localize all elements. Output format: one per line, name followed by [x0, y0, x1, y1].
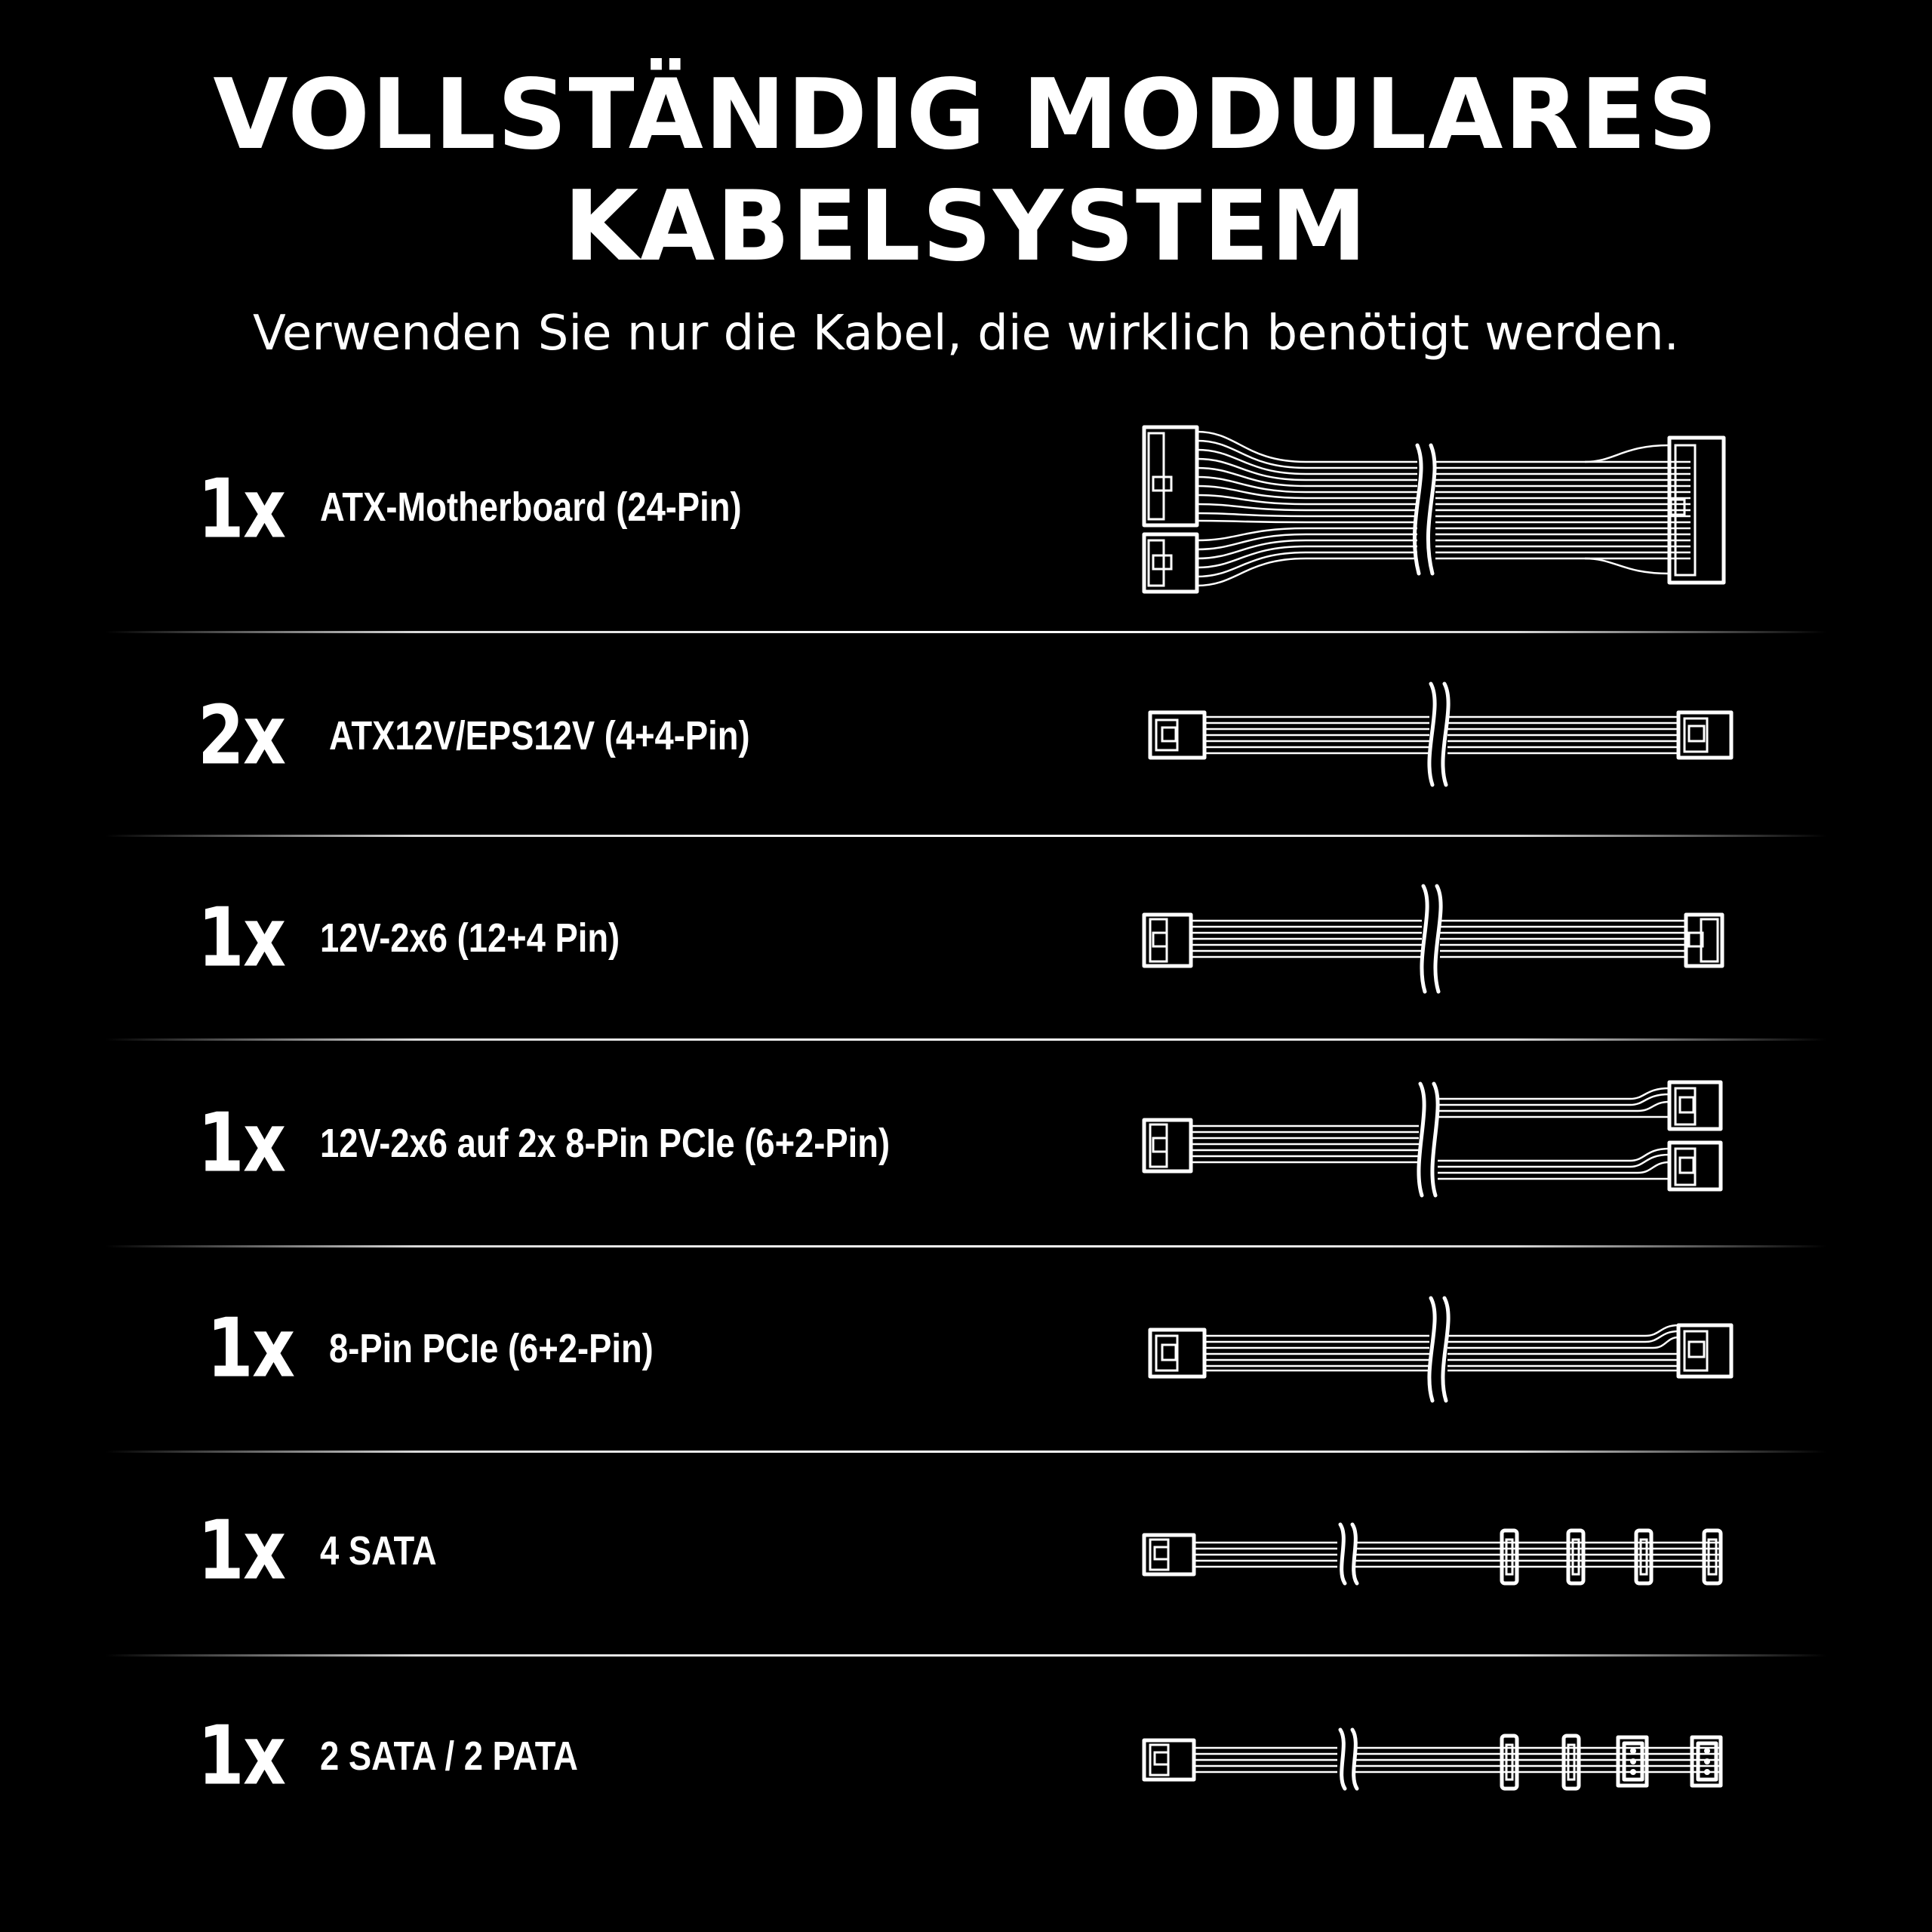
- cable-label: 2 SATA / 2 PATA: [320, 1734, 578, 1779]
- cable-quantity: 1x: [198, 462, 285, 557]
- cable-label: ATX-Motherboard (24-Pin): [320, 485, 742, 530]
- cable-label: 8-Pin PCIe (6+2-Pin): [329, 1326, 654, 1371]
- cable-row-atx: [0, 408, 1932, 611]
- page-subtitle: Verwenden Sie nur die Kabel, die wirklich benötigt werden.: [253, 306, 1679, 361]
- cable-quantity: 1x: [198, 1096, 285, 1191]
- pcie-8pin-cable-icon: [1132, 1247, 1751, 1451]
- atx-24pin-cable-icon: [1132, 408, 1736, 611]
- row-divider: [106, 1038, 1826, 1041]
- cable-row-12v-2x6: [0, 836, 1932, 1040]
- cable-label: 12V-2x6 auf 2x 8-Pin PCIe (6+2-Pin): [320, 1121, 891, 1166]
- page-title-line2: KABELSYSTEM: [564, 171, 1368, 283]
- cable-quantity: 2x: [198, 688, 285, 783]
- cable-quantity: 1x: [198, 1503, 285, 1598]
- 12v-2x6-cable-icon: [1132, 836, 1751, 1040]
- cable-row-sata: [0, 1449, 1932, 1653]
- cable-quantity: 1x: [198, 891, 285, 986]
- cable-quantity: 1x: [198, 1709, 285, 1804]
- page-title-line1: VOLLSTÄNDIG MODULARES: [213, 59, 1719, 171]
- eps-cable-icon: [1132, 634, 1751, 838]
- sata-pata-cable-icon: [1132, 1654, 1751, 1858]
- row-divider: [106, 631, 1826, 633]
- cable-label: 4 SATA: [320, 1528, 437, 1574]
- cable-row-pcie: [0, 1247, 1932, 1451]
- cable-label: 12V-2x6 (12+4 Pin): [320, 915, 620, 961]
- sata-cable-icon: [1132, 1449, 1751, 1653]
- cable-label: ATX12V/EPS12V (4+4-Pin): [329, 713, 750, 758]
- 12v-2x6-to-dual-pcie-cable-icon: [1132, 1041, 1751, 1245]
- cable-row-sata-pata: [0, 1654, 1932, 1858]
- cable-quantity: 1x: [207, 1301, 294, 1396]
- cable-row-eps: [0, 634, 1932, 838]
- cable-row-12v-2x6-dual-pcie: [0, 1041, 1932, 1245]
